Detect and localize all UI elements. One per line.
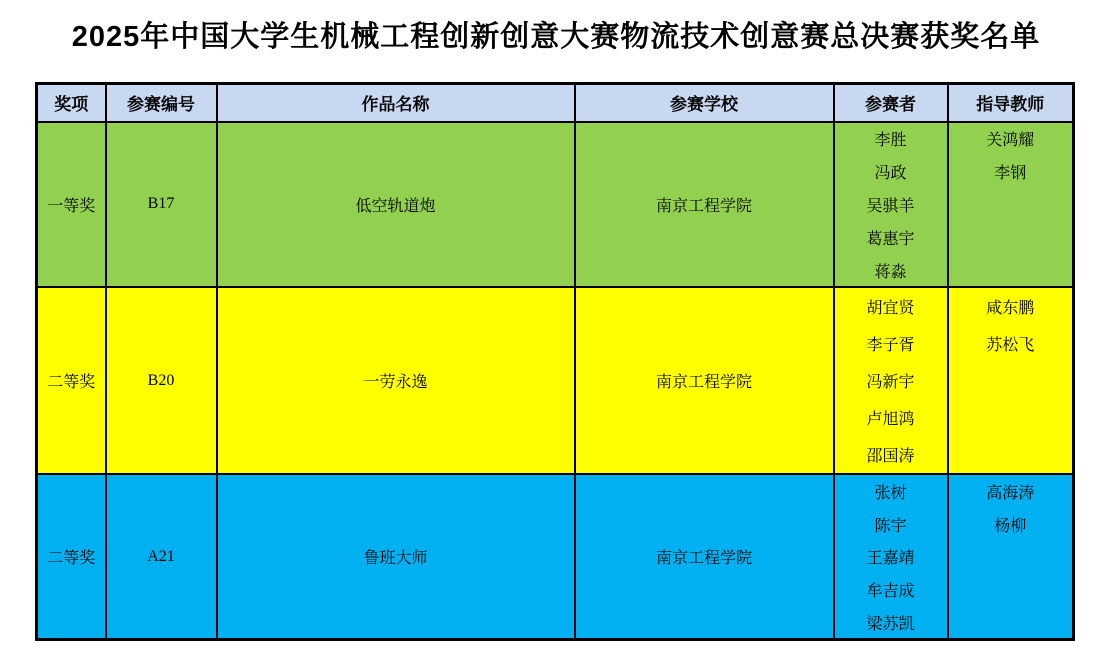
participant-name: 梁苏凯 — [866, 615, 915, 633]
participant-name: 冯新宇 — [866, 374, 915, 392]
award-cell: 二等奖 — [37, 474, 106, 639]
column-header-participants: 参赛者 — [834, 84, 948, 122]
advisor-name: 苏松飞 — [986, 337, 1035, 355]
table-row — [37, 287, 1074, 474]
table-header — [37, 84, 1074, 122]
award-cell: 二等奖 — [37, 287, 106, 474]
participants-cell — [834, 287, 948, 474]
participant-list — [835, 123, 947, 287]
participant-name: 卢旭鸿 — [866, 411, 915, 429]
participant-name: 李胜 — [874, 132, 907, 150]
entry-no-cell: B17 — [106, 122, 217, 288]
participant-name: 陈宇 — [874, 517, 907, 535]
participants-cell — [834, 474, 948, 639]
page-title: 2025年中国大学生机械工程创新创意大赛物流技术创意赛总决赛获奖名单 — [71, 21, 1041, 53]
column-header-entry-no: 参赛编号 — [106, 84, 217, 122]
participant-name: 蒋淼 — [874, 263, 907, 281]
participant-name: 冯政 — [874, 165, 907, 183]
work-name-cell: 一劳永逸 — [217, 287, 575, 474]
advisor-list — [949, 475, 1073, 638]
advisor-name: 高海涛 — [986, 485, 1035, 503]
advisor-name: 咸东鹏 — [986, 300, 1035, 318]
advisors-cell — [948, 287, 1074, 474]
participant-list — [835, 475, 947, 638]
participant-name: 李子胥 — [866, 337, 915, 355]
column-header-advisors: 指导教师 — [948, 84, 1074, 122]
work-name-cell: 鲁班大师 — [217, 474, 575, 639]
advisor-name: 关鸿耀 — [986, 132, 1035, 150]
participant-name: 吴骐羊 — [866, 197, 915, 215]
column-header-award: 奖项 — [37, 84, 106, 122]
award-cell: 一等奖 — [37, 122, 106, 288]
work-name-cell: 低空轨道炮 — [217, 122, 575, 288]
awards-table — [35, 82, 1075, 641]
advisor-name: 李钢 — [994, 165, 1027, 183]
participant-name: 葛惠宇 — [866, 230, 915, 248]
participant-name: 胡宜贤 — [866, 300, 915, 318]
entry-no-cell: B20 — [106, 287, 217, 474]
school-cell: 南京工程学院 — [575, 474, 834, 639]
header-row — [37, 84, 1074, 122]
advisors-cell — [948, 122, 1074, 288]
participant-name: 牟吉成 — [866, 583, 915, 601]
advisor-list — [949, 123, 1073, 287]
column-header-school: 参赛学校 — [575, 84, 834, 122]
participant-list — [835, 288, 947, 473]
table-row — [37, 122, 1074, 288]
table-row — [37, 474, 1074, 639]
column-header-work-name: 作品名称 — [217, 84, 575, 122]
participant-name: 张树 — [874, 485, 907, 503]
advisor-name: 杨柳 — [994, 517, 1027, 535]
participant-name: 邵国涛 — [866, 448, 915, 466]
advisors-cell — [948, 474, 1074, 639]
school-cell: 南京工程学院 — [575, 287, 834, 474]
participant-name: 王嘉靖 — [866, 550, 915, 568]
participants-cell — [834, 122, 948, 288]
school-cell: 南京工程学院 — [575, 122, 834, 288]
advisor-list — [949, 288, 1073, 473]
entry-no-cell: A21 — [106, 474, 217, 639]
